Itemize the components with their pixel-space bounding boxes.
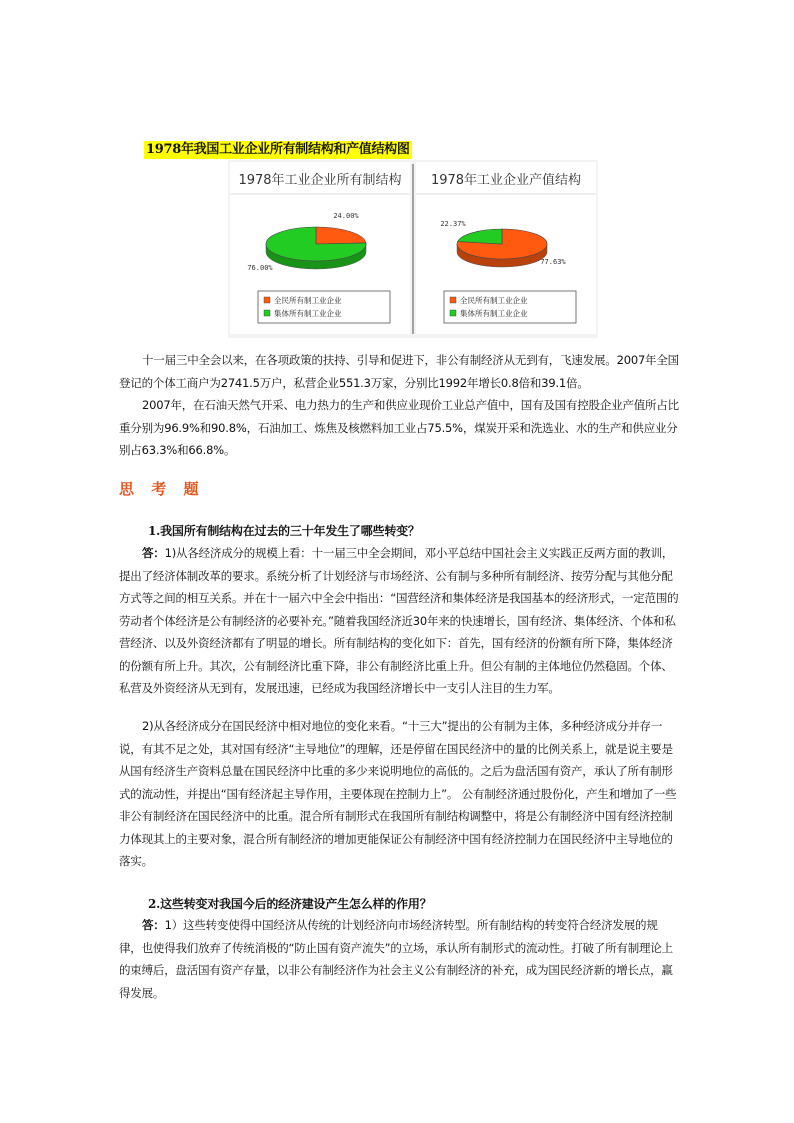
chart-title-2: 1978年工业企业产值结构 [430, 173, 582, 188]
pie-charts-svg [228, 160, 598, 338]
answer-2-lead: 答： [142, 918, 165, 932]
pie-label-1-2: 76.00% [247, 264, 273, 272]
legend-swatch-1-1 [264, 297, 270, 303]
answer-1-part-2: 2)从各经济成分在国民经济中相对地位的变化来看。“十三大”提出的公有制为主体，多种经济成分并存一说，有其不足之处，其对国有经济“主导地位”的理解，还是停留在国民经济中的量的比例关系上，就是说主要是从国有经济生产资料总量在国民经济中比重的多少来说明地位的高低的。之后为盘活国有资产，承认了所有制形式的流动性，并提出“国有经济起主导作用，主要体现在控制力上”。 公有制经济通过股份化，产生和增加了一些非公有制经济在国民经济中的比重。混合所有制形式在我国所有制结构调整中，将是公有制经济中国有经济控制力体现其上的主要对象，混合所有制经济的增加更能保证公有制经济中国有经济控制力在国民经济中主导地位的落实。 [119, 719, 677, 868]
legend-label-1-1: 全民所有制工业企业 [274, 296, 342, 305]
section-title: 思 考 题 [119, 480, 205, 498]
legend-label-2-1: 全民所有制工业企业 [460, 296, 528, 305]
legend-swatch-2-2 [450, 310, 456, 316]
pie-label-2-1: 77.63% [540, 258, 566, 266]
pie-label-2-2: 22.37% [440, 220, 466, 228]
question-1: 1.我国所有制结构在过去的三十年发生了哪些转变？ [148, 524, 420, 538]
legend-label-1-2: 集体所有制工业企业 [274, 309, 342, 318]
answer-2-part-1 [119, 914, 679, 1004]
paragraph-1: 十一届三中全会以来，在各项政策的扶持、引导和促进下，非公有制经济从无到有，飞速发展。2007年全国登记的个体工商户为2741.5万户，私营企业551.3万家，分别比1992年增长0.8倍和39.1倍。 [119, 353, 679, 390]
answer-2a-text: 1）这些转变使得中国经济从传统的计划经济向市场经济转型。所有制结构的转变符合经济发展的规律，也使得我们放弃了传统消极的“防止国有资产流失”的立场，承认所有制形式的流动性。打破了所有制理论上的束缚后，盘活国有资产存量，以非公有制经济作为社会主义公有制经济的补充，成为国民经济新的增长点，赢得发展。 [119, 918, 673, 1000]
legend-swatch-1-2 [264, 310, 270, 316]
figure-caption: 1978年我国工业企业所有制结构和产值结构图 [146, 142, 410, 157]
pie-label-1-1: 24.00% [333, 212, 359, 220]
legend-label-2-2: 集体所有制工业企业 [460, 309, 528, 318]
question-2: 2.这些转变对我国今后的经济建设产生怎么样的作用？ [148, 897, 432, 911]
legend-swatch-2-1 [450, 297, 456, 303]
answer-1a-text: 1)从各经济成分的规模上看：十一届三中全会期间，邓小平总结中国社会主义实践正反两方面的教训，提出了经济体制改革的要求。系统分析了计划经济与市场经济、公有制与多种所有制经济、按劳分配与其他分配方式等之间的相互关系。并在十一届六中全会中指出：“国营经济和集体经济是我国基本的经济形式，一定范围的劳动者个体经济是公有制经济的必要补充。”随着我国经济近30年来的快速增长，国有经济、集体经济、个体和私营经济、以及外资经济都有了明显的增长。所有制结构的变化如下：首先，国有经济的份额有所下降，集体经济的份额有所上升。其次，公有制经济比重下降，非公有制经济比重上升。但公有制的主体地位仍然稳固。个体、私营及外资经济从无到有，发展迅速，已经成为我国经济增长中一支引人注目的生力军。 [119, 546, 679, 695]
pie-charts-figure [228, 160, 598, 338]
chart-title-1: 1978年工业企业所有制结构 [238, 173, 402, 188]
answer-1-lead: 答： [142, 546, 165, 560]
answer-1-part-1 [119, 542, 679, 700]
paragraph-2: 2007年，在石油天然气开采、电力热力的生产和供应业现价工业总产值中，国有及国有控股企业产值所占比重分别为96.9%和90.8%，石油加工、炼焦及核燃料加工业占75.5%，煤炭开采和洗选业、水的生产和供应业分别占63.3%和66.8%。 [119, 398, 679, 457]
